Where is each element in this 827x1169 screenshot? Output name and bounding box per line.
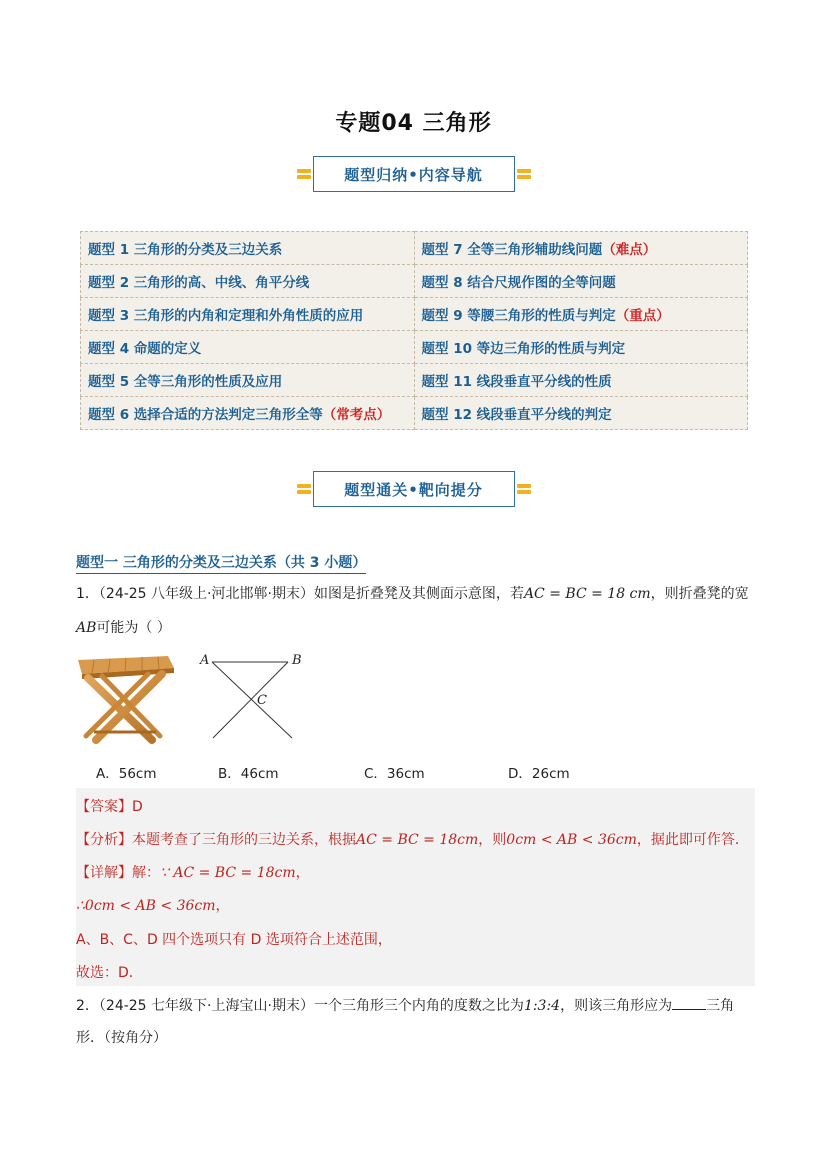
nav-cell-right[interactable] [414,265,748,298]
analysis-label: 【分析】 [76,832,132,848]
nav-topic-label: 题型 3 三角形的内角和定理和外角性质的应用 [88,308,364,324]
answer-box [76,788,755,986]
question-1-line-2 [76,614,752,642]
nav-cell-right[interactable] [414,298,748,331]
detail-text-2: ， [295,865,310,881]
detail-text-1: 解： [132,865,160,881]
analysis-text-1: 本题考查了三角形的三边关系，根据 [132,832,356,848]
question-1-ab: AB [76,620,97,636]
question-1-choice-prompt: 可能为（ ） [96,620,171,636]
question-2-text-2: ，则该三角形应为 [560,998,673,1014]
question-2-text-1: 2．（24-25 七年级下·上海宝山·期末）一个三角形三个内角的度数之比为 [76,998,524,1014]
nav-topic-label: 题型 4 命题的定义 [88,341,202,357]
answer-line [76,796,143,816]
nav-row [81,397,748,430]
question-1-math: AC = BC = 18 cm [523,586,651,602]
nav-cell-right[interactable] [414,331,748,364]
answer-value: D [132,799,143,815]
nav-topic-label: 题型 10 等边三角形的性质与判定 [421,341,626,357]
option-c[interactable]: C．36cm [364,766,425,782]
detail-label: 【详解】 [76,865,132,881]
nav-cell-left[interactable] [81,397,415,430]
label-b: B [292,653,302,668]
detail-math-2: ∴0cm < AB < 36cm [76,898,216,914]
question-2-math: 1:3:4 [523,998,561,1014]
nav-row [81,265,748,298]
nav-topic-label: 题型 6 选择合适的方法判定三角形全等 [88,407,323,423]
detail-line-1 [76,862,310,882]
stool-side-diagram [196,648,308,744]
question-1-prefix: 1．（24-25 八年级上·河北邯郸·期末）如图是折叠凳及其侧面示意图，若 [76,586,524,602]
nav-cell-left[interactable] [81,265,415,298]
nav-row [81,364,748,397]
nav-topic-label: 题型 8 结合尺规作图的全等问题 [421,275,616,291]
banner-right-deco-icon [517,168,531,180]
question-1-options [96,762,696,782]
nav-cell-left[interactable] [81,298,415,331]
banner-practice-text: 题型通关•靶向提分 [344,480,483,499]
analysis-text-2: ，则 [478,832,507,848]
nav-topic-label: 题型 2 三角形的高、中线、角平分线 [88,275,310,291]
nav-topic-label: 题型 11 线段垂直平分线的性质 [421,374,612,390]
nav-cell-right[interactable] [414,364,748,397]
analysis-math-1: AC = BC = 18cm [356,832,479,848]
nav-topic-tag: （重点） [615,308,670,324]
question-2-blank[interactable] [672,995,706,1010]
banner-practice-box [313,471,515,507]
label-c: C [257,693,267,708]
nav-topic-label: 题型 1 三角形的分类及三边关系 [88,242,283,258]
folding-stool-image [72,652,176,744]
analysis-math-2: 0cm < AB < 36cm [506,832,637,848]
topic-nav-table [80,231,748,430]
nav-topic-tag: （常考点） [322,407,391,423]
nav-row [81,331,748,364]
page-title: 专题04 三角形 [335,111,492,136]
detail-line-2 [76,895,230,915]
banner-nav [0,156,827,192]
nav-row [81,232,748,265]
analysis-line [76,829,749,849]
question-2-line-2: 形．（按角分） [76,1030,167,1046]
question-2-text-3: 三角 [706,998,735,1014]
option-b[interactable]: B．46cm [218,766,279,782]
option-d[interactable]: D．26cm [508,766,570,782]
section-heading: 题型一 三角形的分类及三边关系（共 3 小题） [76,552,366,574]
question-1-line-1 [76,580,752,608]
detail-line-3: A、B、C、D 四个选项只有 D 选项符合上述范围， [76,932,392,948]
nav-topic-label: 题型 7 全等三角形辅助线问题 [421,242,603,258]
nav-topic-tag: （难点） [602,242,657,258]
banner-left-deco-icon [297,483,311,495]
banner-nav-text: 题型归纳•内容导航 [344,165,483,184]
detail-text-3: ， [215,898,230,914]
question-1-suffix: ，则折叠凳的宽 [650,586,749,602]
banner-practice [0,471,827,507]
nav-topic-label: 题型 5 全等三角形的性质及应用 [88,374,283,390]
nav-topic-label: 题型 12 线段垂直平分线的判定 [421,407,612,423]
banner-right-deco-icon [517,483,531,495]
banner-left-deco-icon [297,168,311,180]
nav-topic-label: 题型 9 等腰三角形的性质与判定 [421,308,616,324]
option-a[interactable]: A．56cm [96,766,157,782]
nav-cell-left[interactable] [81,232,415,265]
answer-label: 【答案】 [76,799,132,815]
nav-cell-left[interactable] [81,331,415,364]
analysis-text-3: ，据此即可作答． [636,832,749,848]
detail-math-1: ∵ AC = BC = 18cm [160,865,296,881]
question-2-line-1 [76,992,752,1020]
nav-row [81,298,748,331]
nav-cell-right[interactable] [414,232,748,265]
banner-nav-box [313,156,515,192]
nav-cell-right[interactable] [414,397,748,430]
nav-cell-left[interactable] [81,364,415,397]
detail-line-4: 故选：D． [76,965,143,981]
label-a: A [200,653,210,668]
